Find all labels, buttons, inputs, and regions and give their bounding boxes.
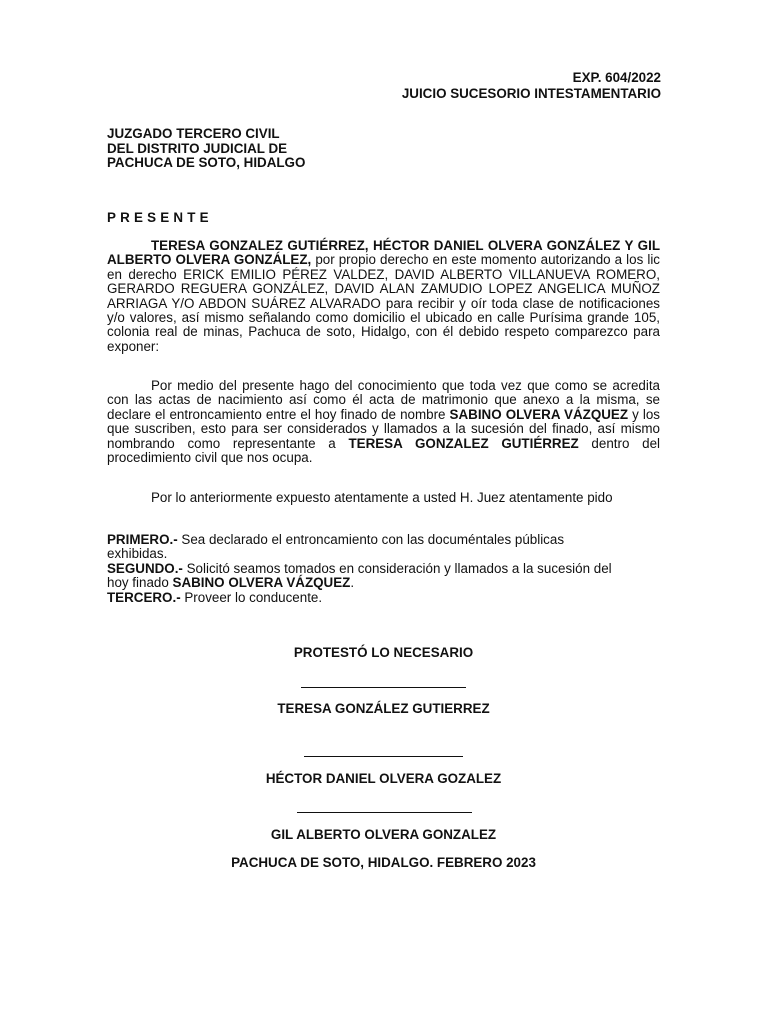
addressee-line-2: DEL DISTRITO JUDICIAL DE — [107, 140, 288, 156]
petitions-list — [107, 533, 627, 605]
petition-label: SEGUNDO.- — [107, 560, 183, 576]
deceased-name: SABINO OLVERA VÁZQUEZ — [449, 406, 629, 422]
presente-heading: PRESENTE — [107, 210, 213, 225]
petition-primero — [107, 533, 627, 562]
petition-text: Sea declarado el entroncamiento con las documéntales públicas exhibidas. — [107, 532, 565, 562]
petition-segundo — [107, 562, 627, 591]
deceased-name: SABINO OLVERA VÁZQUEZ — [172, 575, 351, 591]
addressee-line-1: JUZGADO TERCERO CIVIL — [107, 126, 280, 141]
signatory-3: GIL ALBERTO OLVERA GONZALEZ — [270, 827, 497, 842]
signature-line — [297, 812, 472, 813]
case-header — [402, 70, 661, 101]
addressee-line-3: PACHUCA DE SOTO, HIDALGO — [107, 155, 306, 170]
protesto-heading: PROTESTÓ LO NECESARIO — [293, 645, 474, 660]
signatory-2: HÉCTOR DANIEL OLVERA GOZALEZ — [265, 771, 502, 786]
signatory-1: TERESA GONZÁLEZ GUTIERREZ — [277, 701, 490, 716]
petition-text: Solicitó seamos tomados en consideración y llamados a la sucesión del hoy finado — [107, 560, 612, 591]
court-addressee — [107, 127, 305, 171]
body-paragraph — [107, 379, 660, 465]
request-paragraph: Por lo anteriormente expuesto atentamente a usted H. Juez atentamente pido — [151, 490, 613, 505]
signature-line — [301, 687, 466, 688]
intro-paragraph — [107, 239, 660, 354]
body-text-3: dentro del procedimiento civil que nos ocupa. — [107, 435, 660, 466]
case-type: JUICIO SUCESORIO INTESTAMENTARIO — [401, 85, 661, 101]
intro-text: por propio derecho en este momento autorizando a los lic en derecho ERICK EMILIO PÉREZ VALDEZ, DAVID ALBERTO VILLANUEVA ROMERO, GERARDO REGUERA GONZÁLEZ, DAVID ALAN ZAMUDIO LOPEZ ANGELICA MUÑOZ ARRIAGA Y/O ABDON SUÁREZ ALVARADO para recibir y oír toda clase de notificaciones y/o valores, así mismo señalando como domicilio el ubicado en calle Purísima grande 105, colonia real de minas, Pachuca de soto, Hidalgo, con él debido respeto comparezco para exponer: — [107, 252, 660, 354]
case-number: EXP. 604/2022 — [572, 70, 661, 85]
petition-label: PRIMERO.- — [107, 532, 178, 547]
closing-place-date: PACHUCA DE SOTO, HIDALGO. FEBRERO 2023 — [231, 855, 536, 870]
representative-name: TERESA GONZALEZ GUTIÉRREZ — [348, 435, 579, 451]
petition-text: Proveer lo conducente. — [180, 589, 323, 605]
petitioner-names: TERESA GONZALEZ GUTIÉRREZ, HÉCTOR DANIEL OLVERA GONZÁLEZ Y GIL ALBERTO OLVERA GONZÁLEZ, — [107, 238, 660, 268]
signature-line — [304, 756, 463, 757]
petition-text: . — [350, 575, 355, 591]
body-text-1: Por medio del presente hago del conocimiento que toda vez que como se acredita con las actas de nacimiento así como él acta de matrimonio que anexo a la misma, se declare el entroncamiento entre el hoy finado de nombre — [107, 378, 660, 422]
petition-tercero — [107, 591, 627, 605]
petition-label: TERCERO.- — [107, 589, 181, 605]
body-text-2: y los que suscriben, esto para ser considerados y llamados a la sucesión del finado, así mismo nombrando como representante a — [107, 406, 660, 451]
